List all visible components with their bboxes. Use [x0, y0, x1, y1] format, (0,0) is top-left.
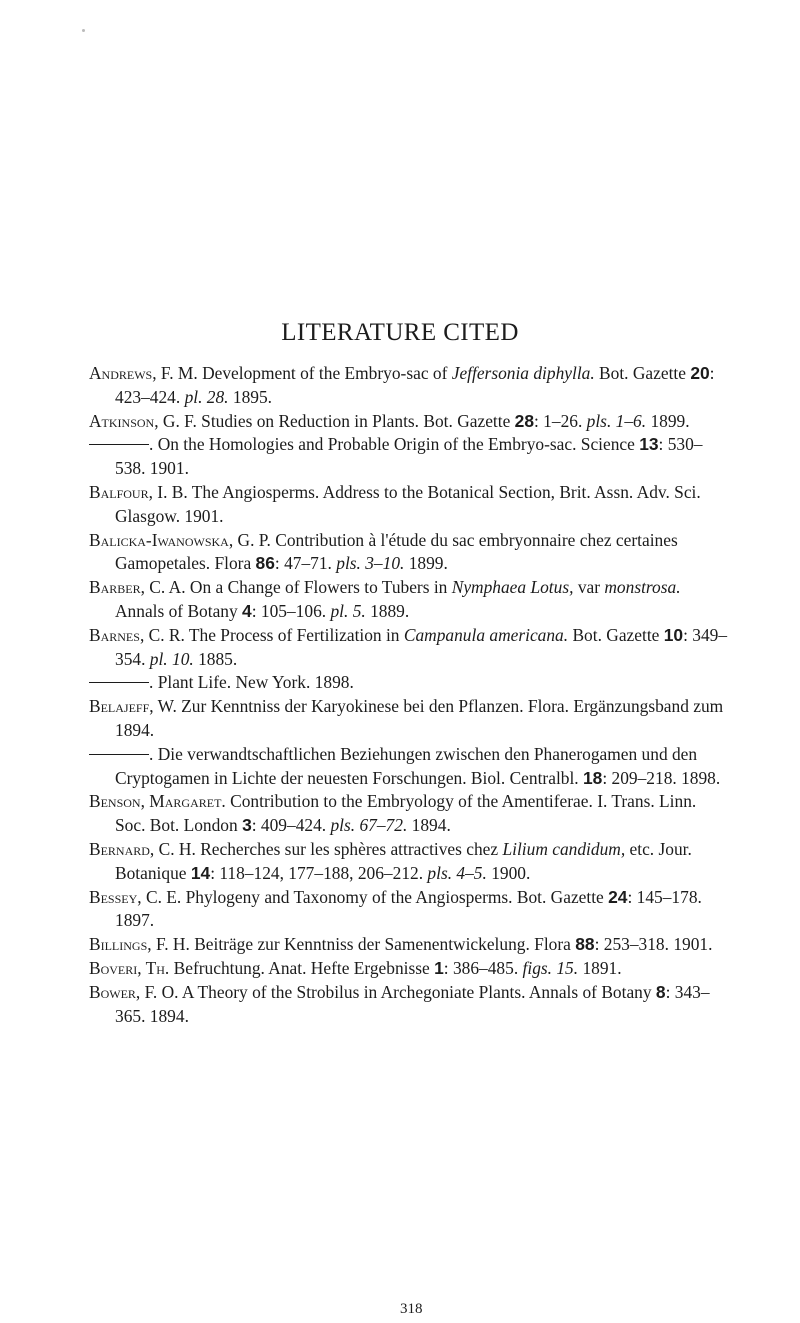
- reference-text: Annals of Botany: [115, 600, 243, 621]
- reference-taxon: Jeffersonia diphylla.: [451, 363, 595, 383]
- reference-entry: [89, 695, 731, 743]
- reference-year: 1895.: [228, 386, 273, 407]
- reference-text: Development of the Embryo-sac of: [197, 363, 452, 383]
- reference-text: Beiträge zur Kenntniss der Samenentwickelung. Flora: [189, 934, 576, 955]
- reference-text: Recherches sur les sphères attractives chez: [195, 838, 503, 859]
- reference-text: Befruchtung. Anat. Hefte Ergebnisse: [169, 957, 435, 978]
- reference-volume: 20: [690, 363, 710, 383]
- reference-year: 1899.: [404, 553, 448, 574]
- reference-entry: [89, 933, 731, 957]
- page-number: 318: [400, 1301, 423, 1317]
- reference-pages: : 105–106.: [251, 600, 331, 621]
- reference-text: . On the Homologies and Probable Origin of the Embryo-sac. Science: [149, 434, 640, 455]
- reference-text: var: [573, 577, 605, 598]
- reference-entry: [89, 481, 731, 529]
- reference-plates: figs. 15.: [522, 957, 579, 978]
- reference-entry: [89, 957, 731, 981]
- reference-volume: 28: [514, 410, 534, 431]
- reference-text: . Plant Life. New York. 1898.: [149, 672, 354, 693]
- reference-author: Balicka-Iwanowska, G. P.: [89, 529, 271, 550]
- reference-plates: pls. 1–6.: [586, 410, 647, 431]
- reference-taxon: Nymphaea Lotus,: [451, 577, 574, 598]
- reference-text: A Theory of the Strobilus in Archegoniate Plants. Annals of Botany: [178, 981, 656, 1002]
- reference-pages: : 530–538. 1901.: [115, 434, 703, 479]
- reference-taxon: monstrosa.: [604, 577, 681, 598]
- reference-text: Zur Kenntniss der Karyokinese bei den Pflanzen. Flora. Ergänzungsband zum 1894.: [115, 696, 724, 740]
- reference-author: Benson, Margaret.: [89, 791, 226, 812]
- scan-speck: [82, 29, 85, 32]
- reference-text: Bot. Gazette: [594, 363, 691, 383]
- reference-plates: pls. 67–72.: [330, 815, 408, 836]
- reference-plates: pl. 10.: [149, 648, 194, 669]
- reference-author: Barnes, C. R.: [89, 624, 185, 645]
- reference-pages: : 209–218. 1898.: [602, 767, 721, 788]
- reference-author: Balfour, I. B.: [89, 481, 188, 502]
- reference-entry: [89, 981, 731, 1029]
- reference-text: The Process of Fertilization in: [184, 624, 404, 645]
- reference-author: Bernard, C. H.: [89, 838, 196, 859]
- reference-author: Boveri, Th.: [89, 957, 170, 978]
- reference-list: [89, 362, 731, 1028]
- reference-entry: [89, 433, 731, 481]
- reference-taxon: Lilium candidum,: [502, 838, 626, 859]
- reference-entry: [89, 886, 731, 934]
- reference-year: 1889.: [365, 600, 410, 621]
- reference-volume: 10: [663, 624, 684, 645]
- reference-text: . Die verwandtschaftlichen Beziehungen zwischen den Phanerogamen und den Cryptogamen in Lichte der neuesten Forschungen. Biol. Centralbl.: [115, 743, 698, 788]
- ditto-dash: [89, 444, 149, 445]
- reference-text: Contribution to the Embryology of the Amentiferae. I. Trans. Linn. Soc. Bot. London: [115, 791, 697, 836]
- reference-volume: 8: [655, 981, 666, 1002]
- reference-plates: pl. 5.: [330, 600, 366, 621]
- reference-pages: : 253–318. 1901.: [594, 934, 713, 955]
- reference-author: Atkinson, G. F.: [89, 410, 197, 431]
- reference-pages: : 47–71.: [274, 553, 337, 574]
- reference-volume: 13: [639, 434, 659, 455]
- reference-volume: 14: [190, 862, 211, 883]
- reference-pages: : 118–124, 177–188, 206–212.: [210, 862, 428, 883]
- reference-year: 1885.: [193, 648, 238, 669]
- reference-entry: [89, 576, 731, 624]
- reference-volume: 1: [434, 957, 444, 978]
- reference-author: Andrews, F. M.: [89, 363, 198, 383]
- reference-author: Belajeff, W.: [89, 696, 177, 717]
- reference-entry: [89, 624, 731, 672]
- reference-text: Phylogeny and Taxonomy of the Angiosperms. Bot. Gazette: [181, 886, 609, 907]
- reference-year: 1900.: [486, 862, 531, 883]
- page-title: LITERATURE CITED: [281, 319, 519, 346]
- reference-entry: [89, 362, 731, 410]
- reference-entry: [89, 743, 731, 791]
- reference-author: Bessey, C. E.: [89, 886, 182, 907]
- reference-year: 1899.: [646, 410, 690, 431]
- reference-text: etc. Jour. Botanique: [115, 838, 692, 883]
- reference-entry: [89, 410, 731, 434]
- reference-pages: : 409–424.: [251, 815, 331, 836]
- reference-pages: : 343–365. 1894.: [115, 981, 710, 1026]
- reference-volume: 24: [608, 886, 628, 907]
- reference-pages: : 349–354.: [115, 624, 728, 669]
- reference-pages: : 1–26.: [534, 410, 587, 431]
- reference-volume: 18: [583, 767, 603, 788]
- reference-text: Contribution à l'étude du sac embryonnaire chez certaines Gamopetales. Flora: [115, 529, 678, 574]
- reference-entry: [89, 529, 731, 577]
- reference-entry: [89, 838, 731, 886]
- reference-year: 1894.: [407, 815, 451, 836]
- reference-text: On a Change of Flowers to Tubers in: [185, 577, 452, 598]
- reference-pages: : 145–178. 1897.: [115, 886, 702, 931]
- reference-author: Barber, C. A.: [89, 577, 186, 598]
- ditto-dash: [89, 682, 149, 683]
- reference-plates: pls. 3–10.: [336, 553, 405, 574]
- reference-entry: [89, 790, 731, 838]
- reference-volume: 86: [255, 553, 275, 574]
- reference-entry: [89, 671, 731, 695]
- reference-author: Bower, F. O.: [89, 981, 179, 1002]
- reference-text: Studies on Reduction in Plants. Bot. Gazette: [196, 410, 515, 431]
- reference-volume: 3: [242, 815, 252, 836]
- reference-author: Billings, F. H.: [89, 934, 190, 955]
- reference-volume: 88: [575, 934, 595, 955]
- reference-pages: : 423–424.: [115, 363, 715, 407]
- ditto-dash: [89, 754, 149, 755]
- reference-taxon: Campanula americana.: [403, 624, 569, 645]
- reference-year: 1891.: [578, 957, 622, 978]
- reference-text: Bot. Gazette: [568, 624, 664, 645]
- reference-plates: pls. 4–5.: [427, 862, 487, 883]
- reference-volume: 4: [242, 600, 252, 621]
- reference-plates: pl. 28.: [184, 386, 229, 407]
- reference-text: The Angiosperms. Address to the Botanical Section, Brit. Assn. Adv. Sci. Glasgow. 1901.: [115, 481, 701, 526]
- reference-pages: : 386–485.: [443, 957, 523, 978]
